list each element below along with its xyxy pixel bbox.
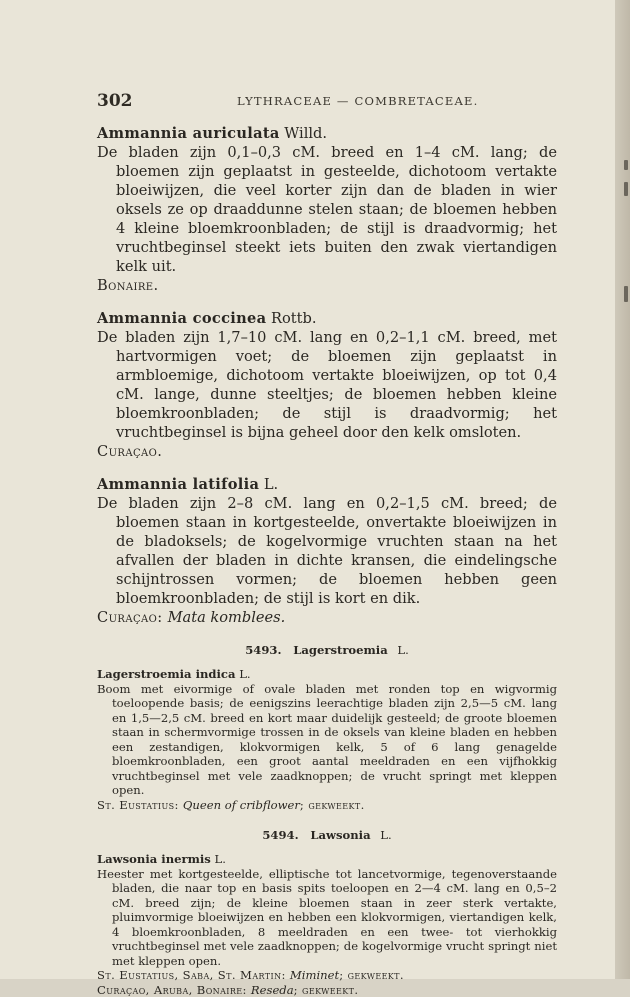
page-header bbox=[97, 91, 557, 113]
locality-note: ; gekweekt. bbox=[339, 968, 404, 982]
species-author: L. bbox=[264, 476, 278, 493]
locality-place: Curaçao bbox=[97, 609, 157, 626]
vernacular-name: Miminet bbox=[290, 968, 339, 982]
species-name: Ammannia coccinea bbox=[97, 310, 266, 327]
locality: St. Eustatius, Saba, St. Martin: Miminet; gekweekt. bbox=[97, 968, 557, 983]
species-author: Rottb. bbox=[271, 310, 316, 327]
locality-place: Curaçao, Aruba, Bonaire bbox=[97, 983, 243, 997]
species-author: Willd. bbox=[284, 125, 327, 142]
species-author: L. bbox=[215, 852, 226, 866]
species-description: De bladen zijn 2–8 cM. lang en 0,2–1,5 cM. breed; de bloemen staan in kortgesteelde, onvertakte bloeiwijzen in de bladoksels; de kogelvormige vruchten staan na het afvallen der bladen in dichte kransen, die eindelingsche schijntrossen vormen; de bloemen hebben geen bloemkroonbladen; de stijl is kort en dik. bbox=[97, 494, 557, 608]
species-description: Boom met eivormige of ovale bladen met ronden top en wigvormig toeloopende basis; de eenigszins leerachtige bladen zijn 2,5—5 cM. lang en 1,5—2,5 cM. breed en kort maar duidelijk gesteeld; de groote bloemen staan in schermvormige trossen in de oksels van kleine bladen en hebben een zestandigen, klokvormigen kelk, 5 of 6 lang genagelde bloemkroonbladen, een groot aantal meeldraden en een vijfhokkig vruchtbeginsel met vele zaadknoppen; de vrucht springt met kleppen open. bbox=[97, 682, 557, 798]
genus-number: 5493. bbox=[245, 643, 281, 657]
genus-name: Lawsonia bbox=[310, 828, 370, 842]
species-name: Lawsonia inermis bbox=[97, 852, 211, 866]
edge-mark bbox=[624, 182, 628, 196]
genus-author: L. bbox=[397, 643, 408, 657]
edge-mark bbox=[624, 160, 628, 170]
genus-heading-lawsonia bbox=[97, 828, 557, 842]
species-description: De bladen zijn 1,7–10 cM. lang en 0,2–1,1 cM. breed, met hartvormigen voet; de bloemen zijn geplaatst in armbloemige, dichotoom vertakte bloeiwijzen, op tot 0,4 cM. lange, dunne steeltjes; de bloemen hebben kleine bloemkroonbladen; de stijl is draadvormig; het vruchtbeginsel is bijna geheel door den kelk omsloten. bbox=[97, 328, 557, 442]
locality-note: ; gekweekt. bbox=[300, 798, 365, 812]
page-body bbox=[97, 124, 557, 997]
locality-place: Curaçao. bbox=[97, 443, 162, 460]
species-name: Lagerstroemia indica bbox=[97, 667, 236, 681]
locality-place: St. Eustatius, Saba, St. Martin bbox=[97, 968, 282, 982]
genus-name: Lagerstroemia bbox=[293, 643, 388, 657]
locality-place: Bonaire. bbox=[97, 277, 159, 294]
species-heading-ammannia-auriculata bbox=[97, 124, 557, 143]
genus-number: 5494. bbox=[262, 828, 298, 842]
next-page-edge bbox=[615, 0, 630, 979]
locality: Curaçao: Mata komblees. bbox=[97, 608, 557, 627]
species-name: Ammannia auriculata bbox=[97, 125, 280, 142]
species-heading-ammannia-coccinea bbox=[97, 309, 557, 328]
genus-author: L. bbox=[380, 828, 391, 842]
vernacular-name: Reseda bbox=[251, 983, 294, 997]
locality bbox=[97, 276, 557, 295]
locality bbox=[97, 442, 557, 461]
locality-note: ; gekweekt. bbox=[294, 983, 359, 997]
locality-place: St. Eustatius bbox=[97, 798, 175, 812]
running-title: LYTHRACEAE — COMBRETACEAE. bbox=[237, 94, 478, 108]
edge-mark bbox=[624, 286, 628, 302]
genus-heading-lagerstroemia bbox=[97, 643, 557, 657]
species-heading-lagerstroemia-indica bbox=[97, 667, 557, 682]
species-description: Heester met kortgesteelde, elliptische tot lancetvormige, tegenoverstaande bladen, die naar top en basis spits toeloopen en 2—4 cM. lang en 0,5–2 cM. breed zijn; de kleine bloemen staan in zeer sterk vertakte, pluimvormige bloeiwijzen en hebben een klokvormigen, viertandigen kelk, 4 bloemkroonbladen, 8 meeldraden en een twee- tot vierhokkig vruchtbeginsel met vele zaadknoppen; de kogelvormige vrucht springt niet met kleppen open. bbox=[97, 867, 557, 969]
vernacular-name: Queen of cribflower bbox=[183, 798, 300, 812]
species-name: Ammannia latifolia bbox=[97, 476, 259, 493]
species-description: De bladen zijn 0,1–0,3 cM. breed en 1–4 cM. lang; de bloemen zijn geplaatst in gesteelde, dichotoom vertakte bloeiwijzen, die veel korter zijn dan de bladen in wier oksels ze op draaddunne stelen staan; de bloemen hebben 4 kleine bloemkroonbladen; de stijl is draadvormig; het vruchtbeginsel steekt iets buiten den zwak viertandigen kelk uit. bbox=[97, 143, 557, 276]
species-heading-ammannia-latifolia bbox=[97, 475, 557, 494]
locality: St. Eustatius: Queen of cribflower; gekweekt. bbox=[97, 798, 557, 813]
vernacular-name: Mata komblees. bbox=[168, 609, 286, 626]
locality: Curaçao, Aruba, Bonaire: Reseda; gekweekt. bbox=[97, 983, 557, 997]
species-heading-lawsonia-inermis bbox=[97, 852, 557, 867]
species-author: L. bbox=[239, 667, 250, 681]
page-number: 302 bbox=[97, 91, 133, 111]
